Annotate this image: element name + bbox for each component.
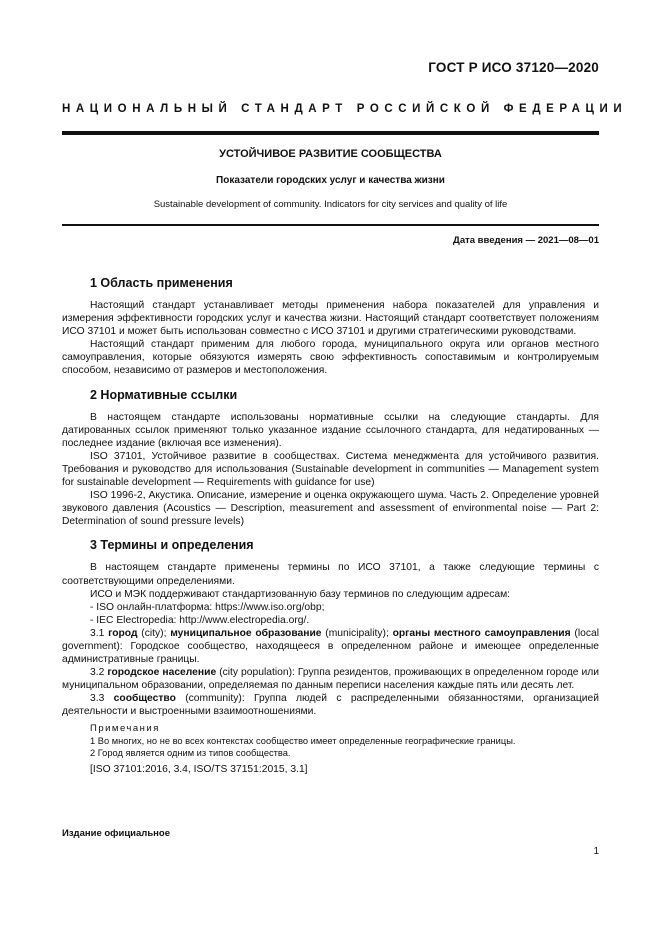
term-entry-3-3: 3.3 сообщество (community): Группа людей с распределенными обязанностями, организацией деятельности и выстроенными взаимоотношениями. — [62, 693, 599, 718]
source-reference: [ISO 37101:2016, 3.4, ISO/TS 37151:2015, 3.1] — [90, 763, 308, 775]
english-title: Sustainable development of community. Indicators for city services and quality of life — [153, 199, 508, 210]
edition-label: Издание официальное — [62, 828, 170, 839]
term: органы местного самоуправления — [392, 627, 571, 639]
term: городское население — [107, 667, 217, 679]
title-rule — [62, 224, 599, 226]
document-code: ГОСТ Р ИСО 37120—2020 — [428, 60, 599, 75]
note: 2 Город является одним из типов сообщества. — [90, 747, 291, 758]
paragraph: Настоящий стандарт применим для любого города, муниципального округа или органов местного самоуправления, которые обязуются измерять свою эффективность сопоставимым и контролируемым способом, независимо от размеров и местоположения. — [62, 339, 599, 377]
note: 1 Во многих, но не во всех контекстах сообщество имеет определенные географические границы. — [90, 735, 516, 746]
term-entry-3-2: 3.2 городское население (city population): Группа резидентов, проживающих в определенном городе или муниципальном образовании, определяемая по данным переписи населения каждые пять или десять лет. — [62, 667, 599, 692]
term: сообщество — [113, 693, 176, 705]
document-subtitle: Показатели городских услуг и качества жизни — [216, 175, 445, 186]
list-item: - IEC Electropedia: http://www.electropedia.org/. — [90, 614, 310, 626]
paragraph: В настоящем стандарте применены термины по ИСО 37101, а также следующие термины с соответствующими определениями. — [62, 562, 599, 587]
section-terms — [62, 538, 599, 776]
section-normative-references — [62, 388, 599, 529]
document-body — [62, 276, 599, 787]
section-heading: 3 Термины и определения — [90, 538, 254, 553]
section-heading: 1 Область применения — [90, 276, 233, 290]
term: муниципальное образование — [170, 627, 322, 639]
national-standard-banner: НАЦИОНАЛЬНЫЙ СТАНДАРТ РОССИЙСКОЙ ФЕДЕРАЦИИ — [62, 103, 628, 115]
introduction-date: Дата введения — 2021—08—01 — [453, 235, 599, 246]
paragraph: ISO 1996-2, Акустика. Описание, измерение и оценка окружающего шума. Часть 2. Определение уровней звукового давления (Acoustics — Description, measurement and assessment of environmental noise — Part 2: Determination of sound pressure levels) — [62, 490, 599, 528]
paragraph: ИСО и МЭК поддерживают стандартизованную базу терминов по следующим адресам: — [90, 588, 511, 600]
page-number: 1 — [593, 846, 599, 857]
list-item: - ISO онлайн-платформа: https://www.iso.org/obp; — [90, 601, 325, 613]
section-heading: 2 Нормативные ссылки — [90, 387, 238, 402]
term: город — [108, 627, 138, 639]
paragraph: В настоящем стандарте использованы нормативные ссылки на следующие стандарты. Для датированных ссылок применяют только указанное издание ссылочного стандарта, для недатированных — последнее издание (включая все изменения). — [62, 411, 599, 449]
notes-title: Примечания — [90, 722, 160, 734]
section-scope — [62, 276, 599, 378]
document-title: УСТОЙЧИВОЕ РАЗВИТИЕ СООБЩЕСТВА — [219, 148, 442, 160]
paragraph: Настоящий стандарт устанавливает методы применения набора показателей для управления и измерения эффективности городских услуг и качества жизни. Настоящий стандарт соответствует положениям ИСО 37101 и может быть использован совместно с ИСО 37101 и другими стратегическими руководствами. — [62, 300, 599, 338]
term-entry-3-1: 3.1 город (city); муниципальное образование (municipality); органы местного самоуправления (local government): Городское сообщество, находящееся в определенном районе и имеющее определенные административные границы. — [62, 627, 599, 666]
paragraph: ISO 37101, Устойчивое развитие в сообществах. Система менеджмента для устойчивого развития. Требования и руководство для использования (Sustainable development in communities — Management system for sustainable development — Requirements with guidance for use) — [62, 450, 599, 489]
header-rule — [62, 131, 599, 135]
